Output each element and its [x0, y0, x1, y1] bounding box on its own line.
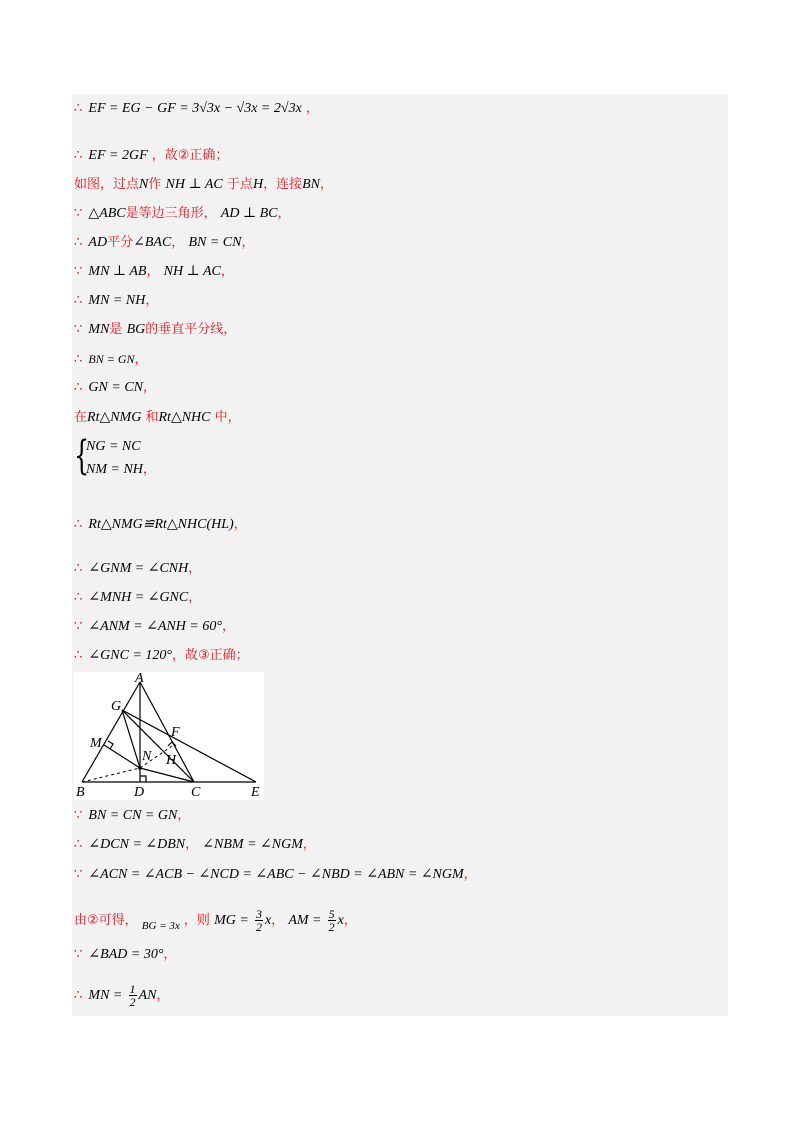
text: 是等边三角形， [125, 206, 217, 221]
math: △ABC [88, 206, 126, 221]
therefore-symbol: ∴ [74, 380, 83, 395]
line-10 [74, 377, 156, 399]
line-5 [74, 232, 254, 254]
therefore-symbol: ∴ [74, 837, 83, 852]
segment-ab [82, 682, 140, 782]
comma: ， [188, 590, 202, 605]
comma: ， [277, 206, 291, 221]
comma: ， [145, 293, 159, 308]
right-angle-d [140, 776, 146, 782]
right-angle-f [168, 742, 176, 746]
math: Rt△NHC [158, 410, 211, 425]
because-symbol: ∵ [74, 808, 83, 823]
text: 中， [214, 410, 241, 425]
line-3 [74, 174, 333, 196]
geometry-diagram [74, 672, 264, 800]
comma: ， [305, 101, 319, 116]
left-brace: { [74, 433, 90, 479]
label-e: E [251, 785, 260, 800]
line-20 [74, 834, 316, 856]
line-15 [74, 558, 201, 580]
line-24 [74, 978, 169, 1014]
math: AN [138, 988, 157, 1003]
label-h: H [166, 753, 177, 768]
line-23 [74, 944, 176, 966]
geometry-figure [74, 672, 264, 800]
comma: ， [302, 837, 316, 852]
note-2-correct: ，故②正确； [151, 148, 229, 163]
line-4 [74, 203, 291, 225]
math: N [139, 177, 149, 192]
line-14 [74, 514, 247, 536]
math: BN [302, 177, 320, 192]
text: 的垂直平分线， [145, 322, 237, 337]
math: AD ⊥ BC [220, 206, 278, 221]
therefore-symbol: ∴ [74, 590, 83, 605]
text: 平分 [107, 235, 134, 250]
math: x [337, 913, 344, 928]
fraction-5-2 [328, 908, 336, 933]
label-f: F [171, 725, 180, 740]
numerator: 5 [328, 907, 335, 921]
label-g: G [111, 699, 122, 714]
therefore-symbol: ∴ [74, 352, 83, 367]
math: Rt△NMG [87, 410, 142, 425]
therefore-symbol: ∴ [74, 101, 83, 116]
because-symbol: ∵ [74, 264, 83, 279]
text: 由②可得， [74, 913, 138, 928]
comma: ， [241, 235, 255, 250]
math: MG = [214, 913, 249, 928]
label-m: M [90, 736, 102, 751]
comma: ， [188, 561, 202, 576]
therefore-symbol: ∴ [74, 235, 83, 250]
text: ，则 [183, 913, 210, 928]
comma: ， [271, 913, 285, 928]
math: ∠BAC [133, 235, 172, 250]
denominator: 2 [129, 995, 136, 1009]
eq-ef-2gf: EF = 2GF [88, 148, 148, 163]
line-18 [74, 645, 249, 667]
line-19 [74, 805, 190, 827]
math: ∠BAD = 30° [88, 947, 164, 962]
line-6 [74, 261, 234, 283]
comma: ， [134, 352, 148, 367]
math: Rt△NMG≌Rt△NHC(HL) [88, 517, 234, 532]
math: BN = GN [88, 352, 135, 366]
line-2 [74, 145, 228, 167]
comma: ， [146, 264, 160, 279]
comma: ， [343, 913, 357, 928]
therefore-symbol: ∴ [74, 988, 83, 1003]
therefore-symbol: ∴ [74, 148, 83, 163]
label-n: N [142, 749, 152, 764]
math: H [252, 177, 264, 192]
math: AD [88, 235, 108, 250]
fraction-3-2 [255, 908, 263, 933]
math: MN = NH [88, 293, 146, 308]
segment-nc [140, 768, 194, 782]
math: MN [88, 322, 110, 337]
label-c: C [191, 785, 201, 800]
math: ∠GNM = ∠CNH [88, 561, 189, 576]
text: 如图，过点 [74, 177, 140, 192]
denominator: 2 [328, 920, 335, 934]
segment-mn [104, 745, 140, 768]
because-symbol: ∵ [74, 947, 83, 962]
line-9 [74, 348, 148, 370]
note-3-correct: ，故③正确； [171, 648, 249, 663]
math: ∠DCN = ∠DBN [88, 837, 186, 852]
therefore-symbol: ∴ [74, 648, 83, 663]
math: ∠MNH = ∠GNC [88, 590, 189, 605]
therefore-symbol: ∴ [74, 561, 83, 576]
comma: ， [185, 837, 199, 852]
therefore-symbol: ∴ [74, 517, 83, 532]
therefore-symbol: ∴ [74, 293, 83, 308]
line-7 [74, 290, 158, 312]
denominator: 2 [255, 920, 262, 934]
text: ，连接 [263, 177, 303, 192]
comma: ， [143, 380, 157, 395]
line-11 [74, 407, 241, 429]
math: AM = [288, 913, 322, 928]
math: x [264, 913, 272, 928]
math: MN ⊥ AB [88, 264, 147, 279]
label-d: D [134, 785, 145, 800]
math: GN = CN [88, 380, 143, 395]
line-1 [74, 98, 319, 120]
math: ∠GNC = 120° [88, 648, 172, 663]
because-symbol: ∵ [74, 322, 83, 337]
comma: ， [156, 988, 170, 1003]
comma: ， [233, 517, 247, 532]
comma: ， [220, 264, 234, 279]
text: 和 [145, 410, 159, 425]
numerator: 3 [255, 907, 262, 921]
math: ∠ANM = ∠ANH = 60° [88, 619, 222, 634]
line-16 [74, 587, 201, 609]
fraction-1-2 [129, 983, 137, 1008]
math: ∠ACN = ∠ACB − ∠NCD = ∠ABC − ∠NBD = ∠ABN = ∠NGM [88, 867, 464, 882]
line-21 [74, 864, 477, 886]
text: 作 [148, 177, 162, 192]
math: BN = CN [188, 235, 242, 250]
comma: ， [221, 619, 235, 634]
comma: ， [171, 235, 185, 250]
math: MN = [88, 988, 123, 1003]
comma: ， [177, 808, 191, 823]
math: NH ⊥ AC [163, 264, 221, 279]
comma: ， [163, 947, 177, 962]
numerator: 1 [129, 982, 136, 996]
comma: ， [319, 177, 333, 192]
text: 在 [74, 410, 88, 425]
point-n [138, 766, 142, 770]
math: BG [126, 322, 146, 337]
eq-ef-value: EF = EG − GF = 3√3x − √3x = 2√3x [88, 101, 302, 116]
system-eq-2: NM = NH [86, 462, 143, 477]
line-8 [74, 319, 236, 341]
because-symbol: ∵ [74, 619, 83, 634]
math: BN = CN = GN [88, 808, 178, 823]
because-symbol: ∵ [74, 206, 83, 221]
comma: ， [142, 462, 156, 477]
comma: ， [463, 867, 477, 882]
dashed-bn [82, 768, 140, 782]
text: 是 [109, 322, 123, 337]
because-symbol: ∵ [74, 867, 83, 882]
math: ∠NBM = ∠NGM [202, 837, 303, 852]
label-a: A [135, 672, 144, 686]
math: NH ⊥ AC [165, 177, 223, 192]
math: BG = 3x [141, 920, 180, 932]
line-22 [74, 903, 357, 939]
line-17 [74, 616, 235, 638]
text: 于点 [226, 177, 253, 192]
segment-ge [122, 710, 256, 782]
system-eq-1: NG = NC [86, 439, 141, 454]
label-b: B [76, 785, 85, 800]
